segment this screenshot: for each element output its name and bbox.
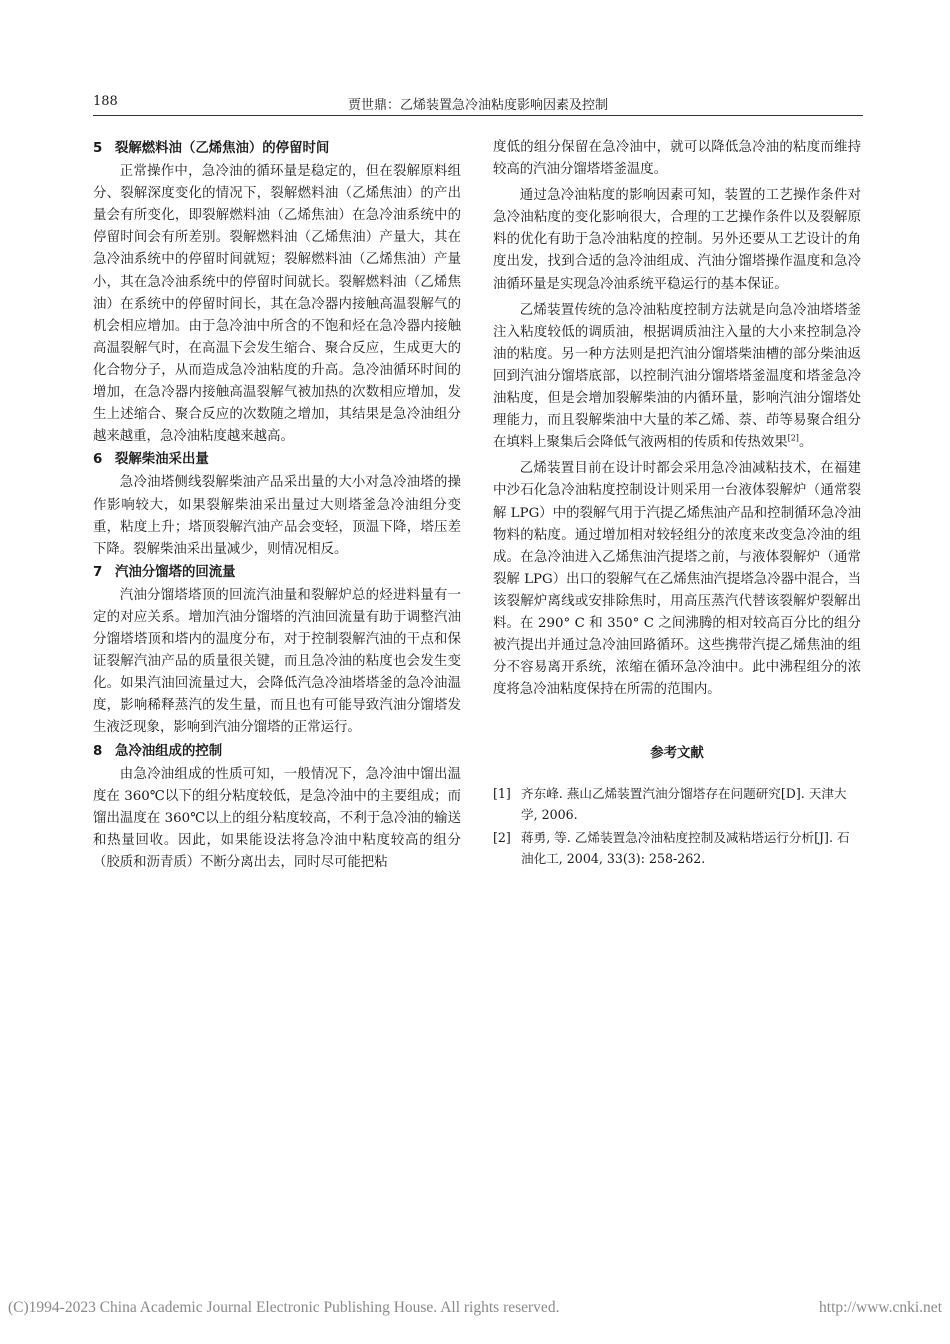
body-paragraph: 正常操作中，急冷油的循环量是稳定的，但在裂解原料组分、裂解深度变化的情况下，裂解燃料油（乙烯焦油）的产出量会有所变化，即裂解燃料油（乙烯焦油）在急冷油系统中的停留时间会有所差别。裂解燃料油（乙烯焦油）产量大，其在急冷油系统中的停留时间就短；裂解燃料油（乙烯焦油）产量小，其在急冷油系统中的停留时间就长。裂解燃料油（乙烯焦油）在系统中的停留时间长，其在急冷器内接触高温裂解气的机会相应增加。由于急冷油中所含的不饱和烃在急冷器内接触高温裂解气时，在高温下会发生缩合、聚合反应，生成更大的化合物分子，从而造成急冷油粘度的升高。急冷油循环时间的增加，在急冷器内接触高温裂解气被加热的次数相应增加，发生上述缩合、聚合反应的次数随之增加，其结果是急冷油组分越来越重，急冷油粘度越来越高。	[93, 164, 461, 445]
section-heading-5	[93, 138, 461, 160]
section-number: 8	[93, 743, 103, 759]
section-number: 6	[93, 452, 103, 468]
paragraph-text: 乙烯装置传统的急冷油粘度控制方法就是向急冷油塔塔釜注入粘度较低的调质油，根据调质油注入量的大小来控制急冷油的粘度。另一种方法则是把汽油分馏塔柴油槽的部分柴油返回到汽油分馏塔底部，以控制汽油分馏塔塔釜温度和塔釜急冷油粘度，但是会增加裂解柴油的内循环量，影响汽油分馏塔处理能力，而且裂解柴油中大量的苯乙烯、萘、茚等易聚合组分在填料上聚集后会降低气液两相的传质和传热效果	[493, 302, 861, 451]
section-title: 汽油分馏塔的回流量	[115, 564, 236, 580]
reference-item	[493, 783, 861, 825]
body-paragraph: 由急冷油组成的性质可知，一般情况下，急冷油中馏出温度在 360℃以下的组分粘度较低，是急冷油中的主要组成；而馏出温度在 360℃以上的组分粘度较高，不利于急冷油的输送和热量回收。因此，如果能设法将急冷油中粘度较高的组分（胶质和沥青质）不断分离出去，同时尽可能把粘	[93, 766, 461, 870]
page-footer	[8, 1299, 942, 1317]
reference-label: [2]	[493, 830, 511, 846]
left-column	[93, 137, 461, 874]
copyright-notice: (C)1994-2023 China Academic Journal Electronic Publishing House. All rights reserved.	[8, 1299, 560, 1316]
body-paragraph: 乙烯装置目前在设计时都会采用急冷油减粘技术，在福建中沙石化急冷油粘度控制设计则采用一台液体裂解炉（通常裂解 LPG）中的裂解气用于汽提乙烯焦油产品和控制循环急冷油物料的粘度。通过增加相对较轻组分的浓度来改变急冷油的组成。在急冷油进入乙烯焦油汽提塔之前，与液体裂解炉（通常裂解 LPG）出口的裂解气在乙烯焦油汽提塔急冷器中混合，当该裂解炉离线或安排除焦时，用高压蒸汽代替该裂解炉裂解出料。在 290° C 和 350° C 之间沸腾的相对较高百分比的组分被汽提出并通过急冷油回路循环。这些携带汽提乙烯焦油的组分不容易离开系统，浓缩在循环急冷油中。此中沸程组分的浓度将急冷油粘度保持在所需的范围内。	[493, 461, 861, 698]
reference-item	[493, 827, 861, 869]
running-title: 贾世鼎：乙烯装置急冷油粘度影响因素及控制	[347, 98, 608, 113]
section-heading-7	[93, 562, 461, 584]
body-paragraph-continued: 度低的组分保留在急冷油中，就可以降低急冷油的粘度而维持较高的汽油分馏塔塔釜温度。	[493, 140, 861, 178]
body-paragraph: 汽油分馏塔塔顶的回流汽油量和裂解炉总的烃进料量有一定的对应关系。增加汽油分馏塔的汽油回流量有助于调整汽油分馏塔塔顶和塔内的温度分布，对于控制裂解汽油的干点和保证裂解汽油产品的质量很关键，而且急冷油的粘度也会发生变化。如果汽油回流量过大，会降低汽急冷油塔塔釜的急冷油温度，影响稀释蒸汽的发生量，而且也有可能导致汽油分馏塔发生液泛现象，影响到汽油分馏塔的正常运行。	[93, 587, 461, 736]
right-column	[493, 137, 861, 871]
section-title: 裂解柴油采出量	[115, 452, 209, 468]
section-title: 急冷油组成的控制	[115, 743, 223, 759]
body-paragraph	[493, 300, 861, 455]
section-number: 5	[93, 141, 103, 156]
reference-text: 蒋勇, 等. 乙烯装置急冷油粘度控制及减粘塔运行分析[J]. 石油化工, 2004, 33(3): 258-262.	[521, 830, 850, 867]
citation-marker[interactable]: [2]	[787, 433, 799, 443]
reference-text: 齐东峰. 燕山乙烯装置汽油分馏塔存在问题研究[D]. 天津大学, 2006.	[521, 786, 847, 823]
section-heading-8	[93, 741, 461, 763]
section-title: 裂解燃料油（乙烯焦油）的停留时间	[115, 141, 330, 156]
body-paragraph: 急冷油塔侧线裂解柴油产品采出量的大小对急冷油塔的操作影响较大，如果裂解柴油采出量过大则塔釜急冷油组分变重，粘度上升；塔顶裂解汽油产品会变轻，顶温下降，塔压差下降。裂解柴油采出量减少，则情况相反。	[93, 475, 461, 557]
footer-url[interactable]: http://www.cnki.net	[819, 1299, 942, 1316]
page-header	[93, 94, 863, 114]
section-heading-6	[93, 449, 461, 471]
paragraph-tail: 。	[798, 435, 813, 451]
reference-label: [1]	[493, 786, 511, 802]
header-rule	[93, 115, 863, 116]
page-number: 188	[93, 94, 118, 109]
section-number: 7	[93, 564, 103, 580]
body-paragraph: 通过急冷油粘度的影响因素可知，装置的工艺操作条件对急冷油粘度的变化影响很大，合理的工艺操作条件以及裂解原料的优化有助于急冷油粘度的控制。另外还要从工艺设计的角度出发，找到合适的急冷油组成、汽油分馏塔操作温度和急冷油循环量是实现急冷油系统平稳运行的基本保证。	[493, 188, 861, 292]
references-title: 参考文献	[650, 746, 704, 762]
